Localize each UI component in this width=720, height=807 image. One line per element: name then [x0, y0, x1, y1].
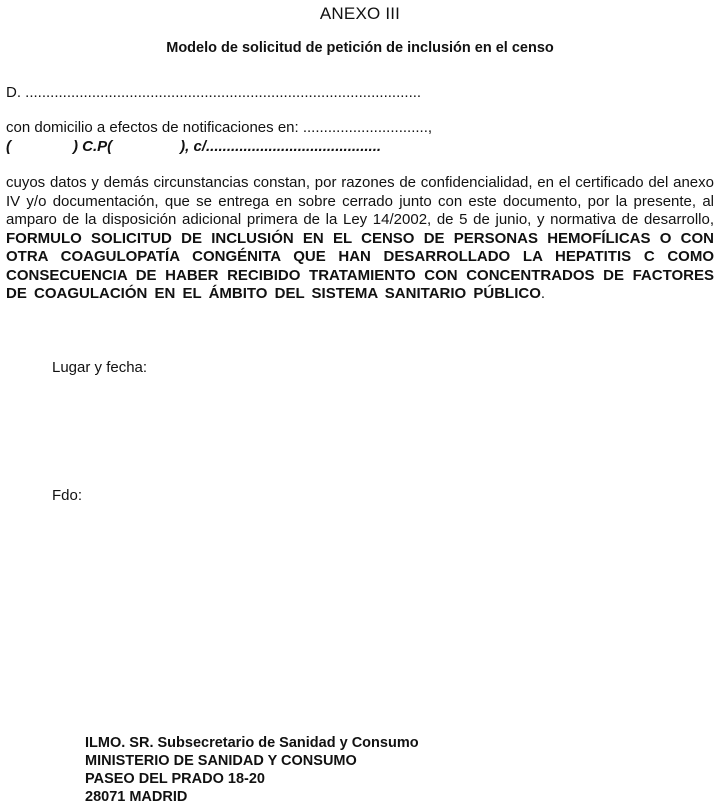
annex-title: ANEXO III	[319, 4, 401, 23]
name-field-line: D. ...............................................................................................	[6, 84, 422, 101]
postal-code-label: ) C.P(	[73, 138, 113, 155]
addressee-ministry: MINISTERIO DE SANIDAD Y CONSUMO	[85, 753, 357, 769]
place-date-label: Lugar y fecha:	[52, 359, 148, 376]
addressee-block	[85, 734, 419, 806]
signature-label: Fdo:	[52, 487, 83, 504]
address-field-line: con domicilio a efectos de notificaciones en: ..............................,	[6, 119, 433, 136]
postal-field-line	[6, 138, 381, 155]
request-paragraph	[6, 174, 714, 304]
addressee-city: 28071 MADRID	[85, 789, 188, 805]
addressee-street: PASEO DEL PRADO 18-20	[85, 771, 265, 787]
request-text: cuyos datos y demás circunstancias constan, por razones de confidencialidad, en el certificado del anexo IV y/o documentación, que se entrega en sobre cerrado junto con este documento, por la presente, al amparo de la disposición adicional primera de la Ley 14/2002, de 5 de junio, y normativa de desarrollo,	[6, 174, 714, 228]
request-statement: FORMULO SOLICITUD DE INCLUSIÓN EN EL CENSO DE PERSONAS HEMOFÍLICAS O CON OTRA COAGULOPATÍA CONGÉNITA QUE HAN DESARROLLADO LA HEPATITIS C COMO CONSECUENCIA DE HABER RECIBIDO TRATAMIENTO CON CONCENTRADOS DE FACTORES DE COAGULACIÓN EN EL ÁMBITO DEL SISTEMA SANITARIO PÚBLICO	[6, 229, 714, 302]
street-label: ), c/..........................................	[180, 138, 382, 155]
form-title: Modelo de solicitud de petición de inclusión en el censo	[166, 40, 554, 56]
addressee-title: ILMO. SR. Subsecretario de Sanidad y Consumo	[85, 735, 419, 751]
postal-open-paren: (	[6, 138, 11, 155]
request-end: .	[540, 285, 546, 302]
